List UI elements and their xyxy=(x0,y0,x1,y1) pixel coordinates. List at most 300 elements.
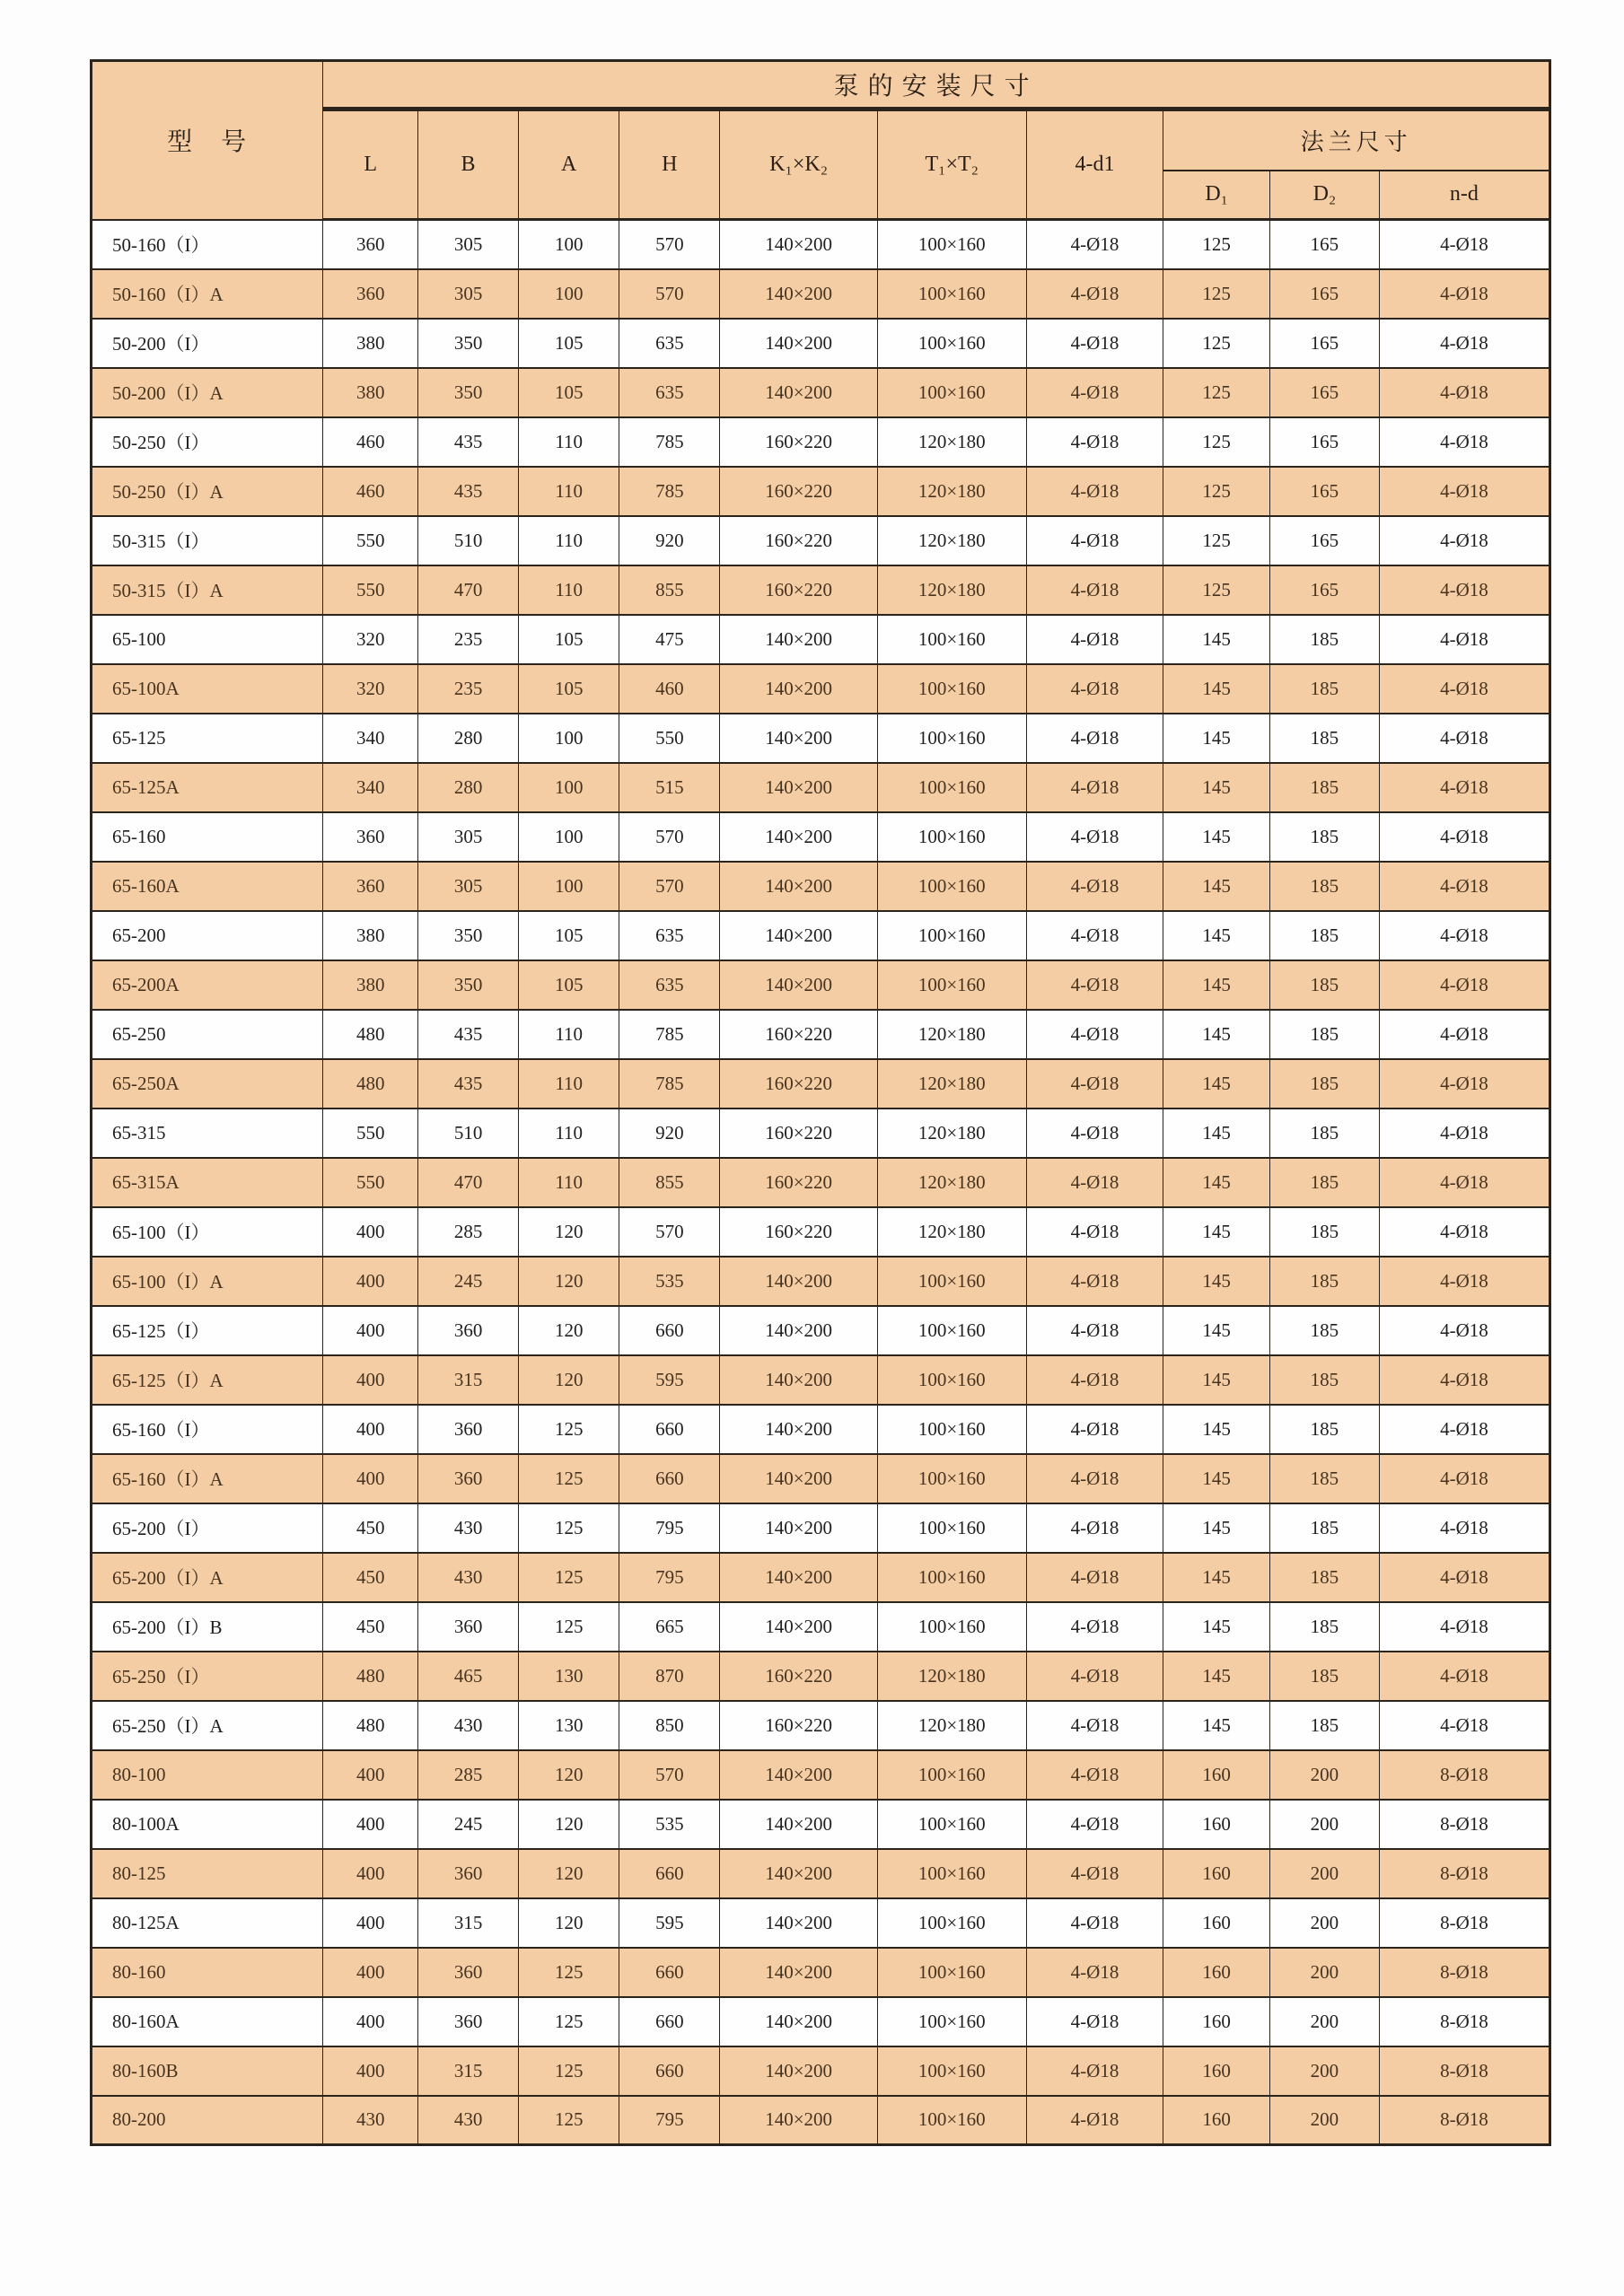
value-cell: 140×200 xyxy=(720,664,878,714)
model-cell: 80-100A xyxy=(92,1800,323,1849)
value-cell: 4-Ø18 xyxy=(1379,911,1549,960)
value-cell: 145 xyxy=(1163,1257,1270,1306)
value-cell: 200 xyxy=(1269,2046,1379,2096)
column-group-header-install-dimensions: 泵的安装尺寸 xyxy=(323,61,1550,110)
value-cell: 4-Ø18 xyxy=(1026,862,1163,911)
value-cell: 120×180 xyxy=(877,1207,1026,1257)
value-cell: 550 xyxy=(323,565,418,615)
value-cell: 360 xyxy=(323,220,418,269)
value-cell: 450 xyxy=(323,1553,418,1602)
value-cell: 120 xyxy=(519,1306,619,1355)
table-row xyxy=(92,368,1550,417)
value-cell: 105 xyxy=(519,664,619,714)
model-cell: 65-100A xyxy=(92,664,323,714)
value-cell: 140×200 xyxy=(720,2096,878,2145)
model-cell: 80-125A xyxy=(92,1898,323,1948)
value-cell: 320 xyxy=(323,615,418,664)
value-cell: 100×160 xyxy=(877,1306,1026,1355)
table-row xyxy=(92,1207,1550,1257)
value-cell: 400 xyxy=(323,1405,418,1454)
table-row xyxy=(92,1553,1550,1602)
value-cell: 400 xyxy=(323,1948,418,1997)
value-cell: 125 xyxy=(1163,368,1270,417)
value-cell: 8-Ø18 xyxy=(1379,1849,1549,1898)
model-cell: 65-315 xyxy=(92,1109,323,1158)
value-cell: 360 xyxy=(418,1849,519,1898)
value-cell: 400 xyxy=(323,1800,418,1849)
value-cell: 120 xyxy=(519,1898,619,1948)
value-cell: 160×220 xyxy=(720,1158,878,1207)
value-cell: 350 xyxy=(418,960,519,1010)
model-cell: 65-100（I） xyxy=(92,1207,323,1257)
value-cell: 360 xyxy=(418,1948,519,1997)
value-cell: 185 xyxy=(1269,1405,1379,1454)
value-cell: 160 xyxy=(1163,1997,1270,2046)
value-cell: 360 xyxy=(418,1405,519,1454)
value-cell: 160×220 xyxy=(720,467,878,516)
value-cell: 570 xyxy=(619,862,720,911)
table-row xyxy=(92,1652,1550,1701)
table-row xyxy=(92,1306,1550,1355)
value-cell: 595 xyxy=(619,1898,720,1948)
value-cell: 305 xyxy=(418,269,519,319)
value-cell: 4-Ø18 xyxy=(1026,2046,1163,2096)
value-cell: 430 xyxy=(323,2096,418,2145)
value-cell: 140×200 xyxy=(720,714,878,763)
value-cell: 8-Ø18 xyxy=(1379,1997,1549,2046)
value-cell: 100×160 xyxy=(877,319,1026,368)
column-header-L: L xyxy=(323,110,418,220)
column-header-D2: D₂ xyxy=(1269,171,1379,220)
value-cell: 160×220 xyxy=(720,1059,878,1109)
table-row xyxy=(92,1948,1550,1997)
value-cell: 140×200 xyxy=(720,1602,878,1652)
value-cell: 4-Ø18 xyxy=(1379,664,1549,714)
value-cell: 4-Ø18 xyxy=(1026,1355,1163,1405)
value-cell: 4-Ø18 xyxy=(1026,319,1163,368)
value-cell: 100×160 xyxy=(877,1997,1026,2046)
value-cell: 100×160 xyxy=(877,1602,1026,1652)
model-cell: 80-100 xyxy=(92,1750,323,1800)
value-cell: 100×160 xyxy=(877,1849,1026,1898)
value-cell: 140×200 xyxy=(720,1553,878,1602)
value-cell: 130 xyxy=(519,1652,619,1701)
value-cell: 360 xyxy=(418,1602,519,1652)
value-cell: 350 xyxy=(418,319,519,368)
value-cell: 8-Ø18 xyxy=(1379,2096,1549,2145)
value-cell: 100×160 xyxy=(877,1750,1026,1800)
value-cell: 120×180 xyxy=(877,1059,1026,1109)
value-cell: 125 xyxy=(519,1602,619,1652)
value-cell: 4-Ø18 xyxy=(1026,1997,1163,2046)
value-cell: 145 xyxy=(1163,615,1270,664)
table-body xyxy=(92,220,1550,2145)
value-cell: 4-Ø18 xyxy=(1026,2096,1163,2145)
value-cell: 140×200 xyxy=(720,911,878,960)
value-cell: 140×200 xyxy=(720,368,878,417)
value-cell: 100×160 xyxy=(877,1503,1026,1553)
model-cell: 65-160 xyxy=(92,812,323,862)
value-cell: 185 xyxy=(1269,1652,1379,1701)
value-cell: 105 xyxy=(519,911,619,960)
value-cell: 125 xyxy=(519,1503,619,1553)
value-cell: 110 xyxy=(519,1059,619,1109)
model-cell: 65-200 xyxy=(92,911,323,960)
value-cell: 660 xyxy=(619,2046,720,2096)
value-cell: 510 xyxy=(418,516,519,565)
value-cell: 185 xyxy=(1269,1010,1379,1059)
value-cell: 4-Ø18 xyxy=(1379,1010,1549,1059)
value-cell: 125 xyxy=(1163,516,1270,565)
value-cell: 145 xyxy=(1163,1010,1270,1059)
model-cell: 80-160 xyxy=(92,1948,323,1997)
column-group-header-flange-dimensions: 法兰尺寸 xyxy=(1163,110,1550,171)
value-cell: 570 xyxy=(619,1750,720,1800)
value-cell: 4-Ø18 xyxy=(1379,467,1549,516)
value-cell: 140×200 xyxy=(720,1355,878,1405)
value-cell: 165 xyxy=(1269,417,1379,467)
value-cell: 550 xyxy=(323,1109,418,1158)
value-cell: 120×180 xyxy=(877,516,1026,565)
value-cell: 400 xyxy=(323,1207,418,1257)
value-cell: 785 xyxy=(619,467,720,516)
value-cell: 105 xyxy=(519,368,619,417)
value-cell: 660 xyxy=(619,1997,720,2046)
value-cell: 145 xyxy=(1163,1405,1270,1454)
table-row xyxy=(92,2046,1550,2096)
model-cell: 65-125 xyxy=(92,714,323,763)
value-cell: 100×160 xyxy=(877,1553,1026,1602)
model-cell: 80-160A xyxy=(92,1997,323,2046)
value-cell: 110 xyxy=(519,467,619,516)
value-cell: 125 xyxy=(1163,467,1270,516)
value-cell: 400 xyxy=(323,1898,418,1948)
value-cell: 200 xyxy=(1269,2096,1379,2145)
value-cell: 535 xyxy=(619,1800,720,1849)
value-cell: 4-Ø18 xyxy=(1379,319,1549,368)
model-cell: 65-200（I）A xyxy=(92,1553,323,1602)
table-row xyxy=(92,1701,1550,1750)
value-cell: 795 xyxy=(619,1553,720,1602)
value-cell: 4-Ø18 xyxy=(1026,812,1163,862)
table-row xyxy=(92,1602,1550,1652)
value-cell: 165 xyxy=(1269,516,1379,565)
column-header-4-d1: 4-d1 xyxy=(1026,110,1163,220)
value-cell: 160×220 xyxy=(720,1652,878,1701)
table-row xyxy=(92,1059,1550,1109)
value-cell: 145 xyxy=(1163,862,1270,911)
value-cell: 120 xyxy=(519,1257,619,1306)
value-cell: 105 xyxy=(519,960,619,1010)
value-cell: 4-Ø18 xyxy=(1379,1059,1549,1109)
table-row xyxy=(92,664,1550,714)
value-cell: 4-Ø18 xyxy=(1026,1701,1163,1750)
value-cell: 125 xyxy=(519,2046,619,2096)
value-cell: 160×220 xyxy=(720,1109,878,1158)
value-cell: 785 xyxy=(619,1010,720,1059)
table-row xyxy=(92,763,1550,812)
value-cell: 4-Ø18 xyxy=(1026,1405,1163,1454)
model-cell: 65-100（I）A xyxy=(92,1257,323,1306)
value-cell: 4-Ø18 xyxy=(1026,516,1163,565)
value-cell: 4-Ø18 xyxy=(1379,220,1549,269)
value-cell: 120 xyxy=(519,1750,619,1800)
value-cell: 145 xyxy=(1163,1454,1270,1503)
value-cell: 185 xyxy=(1269,615,1379,664)
value-cell: 360 xyxy=(323,812,418,862)
value-cell: 110 xyxy=(519,565,619,615)
value-cell: 4-Ø18 xyxy=(1026,1553,1163,1602)
value-cell: 105 xyxy=(519,615,619,664)
model-cell: 65-200（I）B xyxy=(92,1602,323,1652)
value-cell: 140×200 xyxy=(720,960,878,1010)
value-cell: 185 xyxy=(1269,1503,1379,1553)
value-cell: 140×200 xyxy=(720,269,878,319)
value-cell: 140×200 xyxy=(720,1898,878,1948)
table-row xyxy=(92,467,1550,516)
value-cell: 4-Ø18 xyxy=(1026,1602,1163,1652)
column-header-K1xK2: K₁×K₂ xyxy=(720,110,878,220)
model-cell: 65-125（I）A xyxy=(92,1355,323,1405)
value-cell: 350 xyxy=(418,911,519,960)
column-header-B: B xyxy=(418,110,519,220)
value-cell: 185 xyxy=(1269,1701,1379,1750)
value-cell: 165 xyxy=(1269,467,1379,516)
value-cell: 140×200 xyxy=(720,1997,878,2046)
value-cell: 160 xyxy=(1163,1898,1270,1948)
value-cell: 4-Ø18 xyxy=(1026,1652,1163,1701)
column-header-model: 型 号 xyxy=(92,61,323,220)
value-cell: 4-Ø18 xyxy=(1026,1109,1163,1158)
column-header-A: A xyxy=(519,110,619,220)
model-cell: 65-160（I） xyxy=(92,1405,323,1454)
value-cell: 160 xyxy=(1163,1948,1270,1997)
value-cell: 145 xyxy=(1163,763,1270,812)
value-cell: 120 xyxy=(519,1849,619,1898)
value-cell: 145 xyxy=(1163,1158,1270,1207)
value-cell: 185 xyxy=(1269,763,1379,812)
value-cell: 4-Ø18 xyxy=(1026,368,1163,417)
value-cell: 4-Ø18 xyxy=(1026,714,1163,763)
value-cell: 140×200 xyxy=(720,2046,878,2096)
value-cell: 400 xyxy=(323,1257,418,1306)
value-cell: 120×180 xyxy=(877,417,1026,467)
model-cell: 65-315A xyxy=(92,1158,323,1207)
value-cell: 4-Ø18 xyxy=(1026,1010,1163,1059)
value-cell: 100×160 xyxy=(877,1800,1026,1849)
value-cell: 4-Ø18 xyxy=(1026,1454,1163,1503)
value-cell: 100 xyxy=(519,269,619,319)
model-cell: 50-200（I）A xyxy=(92,368,323,417)
value-cell: 145 xyxy=(1163,1701,1270,1750)
model-cell: 50-160（I） xyxy=(92,220,323,269)
table-row xyxy=(92,615,1550,664)
value-cell: 140×200 xyxy=(720,1257,878,1306)
value-cell: 315 xyxy=(418,2046,519,2096)
value-cell: 120 xyxy=(519,1355,619,1405)
value-cell: 160×220 xyxy=(720,1010,878,1059)
table-row xyxy=(92,1750,1550,1800)
value-cell: 4-Ø18 xyxy=(1379,1652,1549,1701)
value-cell: 4-Ø18 xyxy=(1379,1602,1549,1652)
value-cell: 100×160 xyxy=(877,615,1026,664)
value-cell: 4-Ø18 xyxy=(1026,1503,1163,1553)
value-cell: 110 xyxy=(519,1109,619,1158)
value-cell: 100×160 xyxy=(877,1405,1026,1454)
value-cell: 4-Ø18 xyxy=(1026,664,1163,714)
value-cell: 4-Ø18 xyxy=(1379,1207,1549,1257)
value-cell: 450 xyxy=(323,1503,418,1553)
value-cell: 100×160 xyxy=(877,1454,1026,1503)
value-cell: 785 xyxy=(619,417,720,467)
value-cell: 4-Ø18 xyxy=(1379,516,1549,565)
value-cell: 400 xyxy=(323,1454,418,1503)
value-cell: 100×160 xyxy=(877,1948,1026,1997)
value-cell: 100×160 xyxy=(877,269,1026,319)
table-row xyxy=(92,960,1550,1010)
table-row xyxy=(92,565,1550,615)
value-cell: 185 xyxy=(1269,1602,1379,1652)
value-cell: 4-Ø18 xyxy=(1026,1257,1163,1306)
value-cell: 4-Ø18 xyxy=(1026,1750,1163,1800)
value-cell: 510 xyxy=(418,1109,519,1158)
value-cell: 920 xyxy=(619,1109,720,1158)
value-cell: 125 xyxy=(519,1997,619,2046)
value-cell: 4-Ø18 xyxy=(1026,1948,1163,1997)
value-cell: 145 xyxy=(1163,1503,1270,1553)
value-cell: 100×160 xyxy=(877,1898,1026,1948)
value-cell: 400 xyxy=(323,2046,418,2096)
value-cell: 4-Ø18 xyxy=(1026,911,1163,960)
value-cell: 475 xyxy=(619,615,720,664)
value-cell: 145 xyxy=(1163,714,1270,763)
value-cell: 8-Ø18 xyxy=(1379,1948,1549,1997)
value-cell: 460 xyxy=(323,417,418,467)
value-cell: 145 xyxy=(1163,960,1270,1010)
value-cell: 4-Ø18 xyxy=(1379,1257,1549,1306)
value-cell: 380 xyxy=(323,319,418,368)
value-cell: 185 xyxy=(1269,1454,1379,1503)
value-cell: 550 xyxy=(323,516,418,565)
value-cell: 165 xyxy=(1269,269,1379,319)
value-cell: 435 xyxy=(418,1010,519,1059)
value-cell: 165 xyxy=(1269,368,1379,417)
table-header xyxy=(92,61,1550,220)
value-cell: 400 xyxy=(323,1849,418,1898)
model-cell: 65-250A xyxy=(92,1059,323,1109)
value-cell: 4-Ø18 xyxy=(1026,1158,1163,1207)
table-row xyxy=(92,1997,1550,2046)
model-cell: 65-200（I） xyxy=(92,1503,323,1553)
value-cell: 185 xyxy=(1269,812,1379,862)
value-cell: 450 xyxy=(323,1602,418,1652)
value-cell: 665 xyxy=(619,1602,720,1652)
model-cell: 65-125（I） xyxy=(92,1306,323,1355)
value-cell: 100 xyxy=(519,862,619,911)
value-cell: 785 xyxy=(619,1059,720,1109)
column-header-T1xT2: T₁×T₂ xyxy=(877,110,1026,220)
model-cell: 65-250（I）A xyxy=(92,1701,323,1750)
value-cell: 120×180 xyxy=(877,1652,1026,1701)
value-cell: 4-Ø18 xyxy=(1026,220,1163,269)
value-cell: 4-Ø18 xyxy=(1379,1355,1549,1405)
value-cell: 460 xyxy=(323,467,418,516)
value-cell: 360 xyxy=(418,1306,519,1355)
value-cell: 125 xyxy=(519,1553,619,1602)
value-cell: 105 xyxy=(519,319,619,368)
value-cell: 185 xyxy=(1269,1109,1379,1158)
value-cell: 320 xyxy=(323,664,418,714)
value-cell: 185 xyxy=(1269,664,1379,714)
value-cell: 140×200 xyxy=(720,1948,878,1997)
model-cell: 50-315（I） xyxy=(92,516,323,565)
value-cell: 200 xyxy=(1269,1948,1379,1997)
value-cell: 430 xyxy=(418,1553,519,1602)
value-cell: 140×200 xyxy=(720,615,878,664)
value-cell: 635 xyxy=(619,368,720,417)
value-cell: 100×160 xyxy=(877,220,1026,269)
value-cell: 145 xyxy=(1163,1207,1270,1257)
value-cell: 185 xyxy=(1269,714,1379,763)
value-cell: 185 xyxy=(1269,1257,1379,1306)
value-cell: 4-Ø18 xyxy=(1026,417,1163,467)
value-cell: 535 xyxy=(619,1257,720,1306)
value-cell: 4-Ø18 xyxy=(1379,1701,1549,1750)
model-cell: 50-250（I） xyxy=(92,417,323,467)
value-cell: 235 xyxy=(418,615,519,664)
value-cell: 120×180 xyxy=(877,1109,1026,1158)
value-cell: 145 xyxy=(1163,812,1270,862)
value-cell: 570 xyxy=(619,269,720,319)
value-cell: 4-Ø18 xyxy=(1026,615,1163,664)
model-cell: 50-200（I） xyxy=(92,319,323,368)
model-cell: 50-250（I）A xyxy=(92,467,323,516)
table-row xyxy=(92,1849,1550,1898)
table-row xyxy=(92,911,1550,960)
value-cell: 465 xyxy=(418,1652,519,1701)
value-cell: 8-Ø18 xyxy=(1379,1750,1549,1800)
value-cell: 795 xyxy=(619,2096,720,2145)
value-cell: 110 xyxy=(519,516,619,565)
value-cell: 165 xyxy=(1269,565,1379,615)
value-cell: 160 xyxy=(1163,2096,1270,2145)
value-cell: 8-Ø18 xyxy=(1379,2046,1549,2096)
value-cell: 305 xyxy=(418,862,519,911)
table-row xyxy=(92,1257,1550,1306)
value-cell: 235 xyxy=(418,664,519,714)
value-cell: 8-Ø18 xyxy=(1379,1898,1549,1948)
value-cell: 160 xyxy=(1163,1849,1270,1898)
value-cell: 4-Ø18 xyxy=(1379,368,1549,417)
value-cell: 870 xyxy=(619,1652,720,1701)
value-cell: 4-Ø18 xyxy=(1026,1207,1163,1257)
value-cell: 100 xyxy=(519,220,619,269)
value-cell: 855 xyxy=(619,565,720,615)
value-cell: 8-Ø18 xyxy=(1379,1800,1549,1849)
value-cell: 4-Ø18 xyxy=(1379,763,1549,812)
value-cell: 100×160 xyxy=(877,714,1026,763)
model-cell: 65-250（I） xyxy=(92,1652,323,1701)
model-cell: 50-160（I）A xyxy=(92,269,323,319)
table-row xyxy=(92,220,1550,269)
value-cell: 360 xyxy=(323,269,418,319)
value-cell: 595 xyxy=(619,1355,720,1405)
value-cell: 4-Ø18 xyxy=(1026,1898,1163,1948)
value-cell: 125 xyxy=(1163,565,1270,615)
value-cell: 165 xyxy=(1269,319,1379,368)
value-cell: 850 xyxy=(619,1701,720,1750)
column-header-n-d: n-d xyxy=(1379,171,1549,220)
